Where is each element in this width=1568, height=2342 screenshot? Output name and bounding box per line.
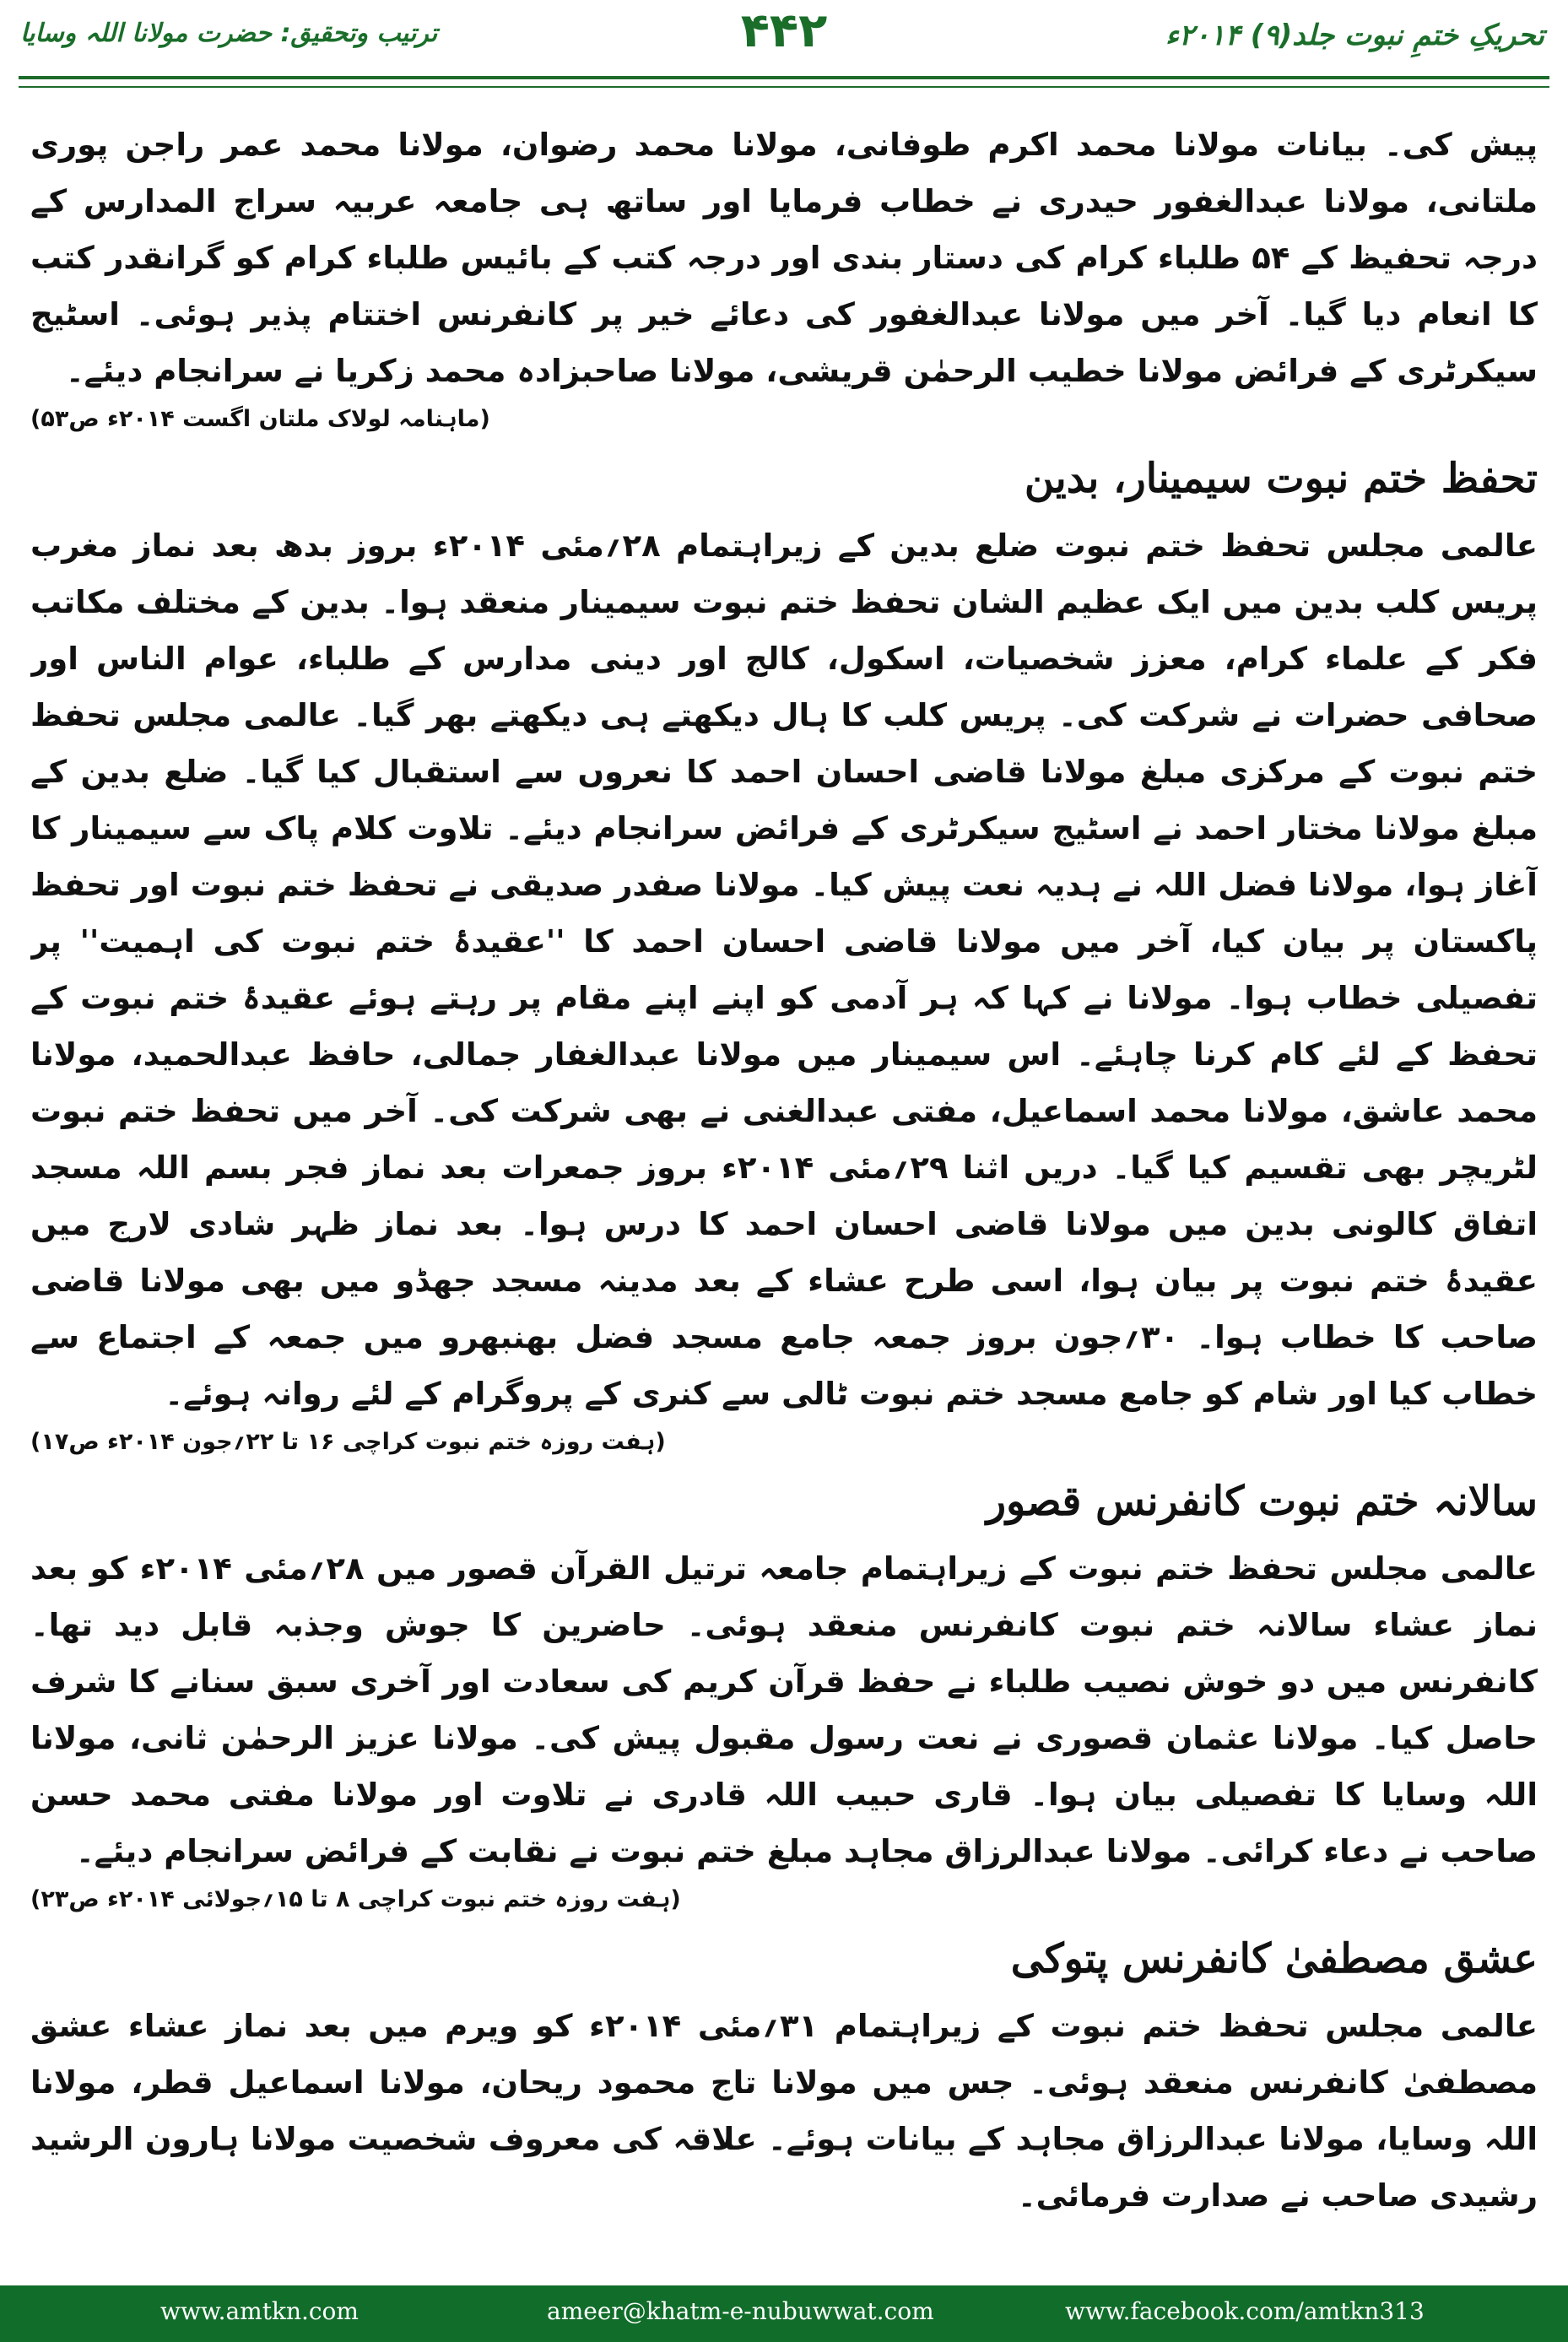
- page-header: [0, 0, 1568, 73]
- header-divider: [19, 76, 1549, 88]
- section-heading: عشق مصطفیٰ کانفرنس پتوکی: [1010, 1935, 1538, 1982]
- source-reference: (ماہنامہ لولاک ملتان اگست ۲۰۱۴ء ص۵۳): [30, 406, 490, 432]
- body-paragraph: پیش کی۔ بیانات مولانا محمد اکرم طوفانی، مولانا محمد رضوان، مولانا محمد عمر راجن پوری ملتانی، مولانا عبدالغفور حیدری نے خطاب فرمایا اور ساتھ ہی جامعہ عربیہ سراج المدارس کے درجہ تحفیظ کے ۵۴ طلباء کرام کی دستار بندی اور درجہ کتب کے بائیس طلباء کرام کو گرانقدر کتب کا انعام دیا گیا۔ آخر میں مولانا عبدالغفور کی دعائے خیر پر کانفرنس اختتام پذیر ہوئی۔ اسٹیج سیکرٹری کے فرائض مولانا خطیب الرحمٰن قریشی، مولانا صاحبزادہ محمد زکریا نے سرانجام دیئے۔: [30, 127, 1538, 389]
- source-reference: (ہفت روزہ ختم نبوت کراچی ۸ تا ۱۵؍جولائی ۲۰۱۴ء ص۲۳): [30, 1886, 681, 1912]
- body-paragraph: عالمی مجلس تحفظ ختم نبوت کے زیراہتمام ۳۱؍مئی ۲۰۱۴ء کو ویرم میں بعد نماز عشاء عشق مصطفیٰ کانفرنس منعقد ہوئی۔ جس میں مولانا تاج محمود ریحان، مولانا اسماعیل قطر، مولانا اللہ وسایا، مولانا عبدالرزاق مجاہد کے بیانات ہوئے۔ علاقہ کی معروف شخصیت مولانا ہارون الرشید رشیدی صاحب نے صدارت فرمائی۔: [30, 2008, 1538, 2214]
- email-link[interactable]: ameer@khatm-e-nubuwwat.com: [547, 2297, 934, 2325]
- section-heading: سالانہ ختم نبوت کانفرنس قصور: [986, 1478, 1538, 1525]
- page-number: ۴۴۲: [740, 3, 828, 58]
- body-paragraph: عالمی مجلس تحفظ ختم نبوت ضلع بدین کے زیراہتمام ۲۸؍مئی ۲۰۱۴ء بروز بدھ بعد نماز مغرب پریس کلب بدین میں ایک عظیم الشان تحفظ ختم نبوت سیمینار منعقد ہوا۔ بدین کے مختلف مکاتب فکر کے علماء کرام، معزز شخصیات، اسکول، کالج اور دینی مدارس کے طلباء، عوام الناس اور صحافی حضرات نے شرکت کی۔ پریس کلب کا ہال دیکھتے ہی دیکھتے بھر گیا۔ عالمی مجلس تحفظ ختم نبوت کے مرکزی مبلغ مولانا قاضی احسان احمد کا نعروں سے استقبال کیا گیا۔ ضلع بدین کے مبلغ مولانا مختار احمد نے اسٹیج سیکرٹری کے فرائض سرانجام دیئے۔ تلاوت کلام پاک سے سیمینار کا آغاز ہوا، مولانا فضل اللہ نے ہدیہ نعت پیش کیا۔ مولانا صفدر صدیقی نے تحفظ ختم نبوت اور تحفظ پاکستان پر بیان کیا، آخر میں مولانا قاضی احسان احمد کا ''عقیدۂ ختم نبوت کی اہمیت'' پر تفصیلی خطاب ہوا۔ مولانا نے کہا کہ ہر آدمی کو اپنے اپنے مقام پر رہتے ہوئے عقیدۂ ختم نبوت کے تحفظ کے لئے کام کرنا چاہئے۔ اس سیمینار میں مولانا عبدالغفار جمالی، حافظ عبدالحمید، مولانا محمد عاشق، مولانا محمد اسماعیل، مفتی عبدالغنی نے بھی شرکت کی۔ آخر میں تحفظ ختم نبوت لٹریچر بھی تقسیم کیا گیا۔ دریں اثنا ۲۹؍مئی ۲۰۱۴ء بروز جمعرات بعد نماز فجر بسم اللہ مسجد اتفاق کالونی بدین میں مولانا قاضی احسان احمد کا درس ہوا۔ بعد نماز ظہر شادی لارج میں عقیدۂ ختم نبوت پر بیان ہوا، اسی طرح عشاء کے بعد مدینہ مسجد جھڈو میں بھی مولانا قاضی صاحب کا خطاب ہوا۔ ۳۰؍جون بروز جمعہ جامع مسجد فضل بھنبھرو میں جمعہ کے اجتماع سے خطاب کیا اور شام کو جامع مسجد ختم نبوت ٹالی سے کنری کے پروگرام کے لئے روانہ ہوئے۔: [30, 527, 1538, 1412]
- page-body: [30, 116, 1538, 2260]
- page-footer: [0, 2285, 1568, 2342]
- body-paragraph: عالمی مجلس تحفظ ختم نبوت کے زیراہتمام جامعہ ترتیل القرآن قصور میں ۲۸؍مئی ۲۰۱۴ء کو بعد نماز عشاء سالانہ ختم نبوت کانفرنس منعقد ہوئی۔ حاضرین کا جوش وجذبہ قابل دید تھا۔ کانفرنس میں دو خوش نصیب طلباء نے حفظ قرآن کریم کی سعادت اور آخری سبق سنانے کا شرف حاصل کیا۔ مولانا عثمان قصوری نے نعت رسول مقبول پیش کی۔ مولانا عزیز الرحمٰن ثانی، مولانا اللہ وسایا کا تفصیلی بیان ہوا۔ قاری حبیب اللہ قادری نے تلاوت اور مولانا مفتی محمد حسن صاحب نے دعاء کرائی۔ مولانا عبدالرزاق مجاہد مبلغ ختم نبوت نے نقابت کے فرائض سرانجام دیئے۔: [30, 1550, 1538, 1869]
- facebook-link[interactable]: www.facebook.com/amtkn313: [1065, 2297, 1425, 2325]
- book-title: تحریکِ ختمِ نبوت جلد(۹) ۲۰۱۴ء: [1165, 19, 1544, 52]
- section-heading: تحفظ ختم نبوت سیمینار، بدین: [1024, 455, 1538, 502]
- source-reference: (ہفت روزہ ختم نبوت کراچی ۱۶ تا ۲۲؍جون ۲۰۱۴ء ص۱۷): [30, 1429, 666, 1455]
- website-link[interactable]: www.amtkn.com: [160, 2297, 359, 2325]
- compiler-credit: ترتیب وتحقیق: حضرت مولانا اللہ وسایا: [20, 19, 438, 48]
